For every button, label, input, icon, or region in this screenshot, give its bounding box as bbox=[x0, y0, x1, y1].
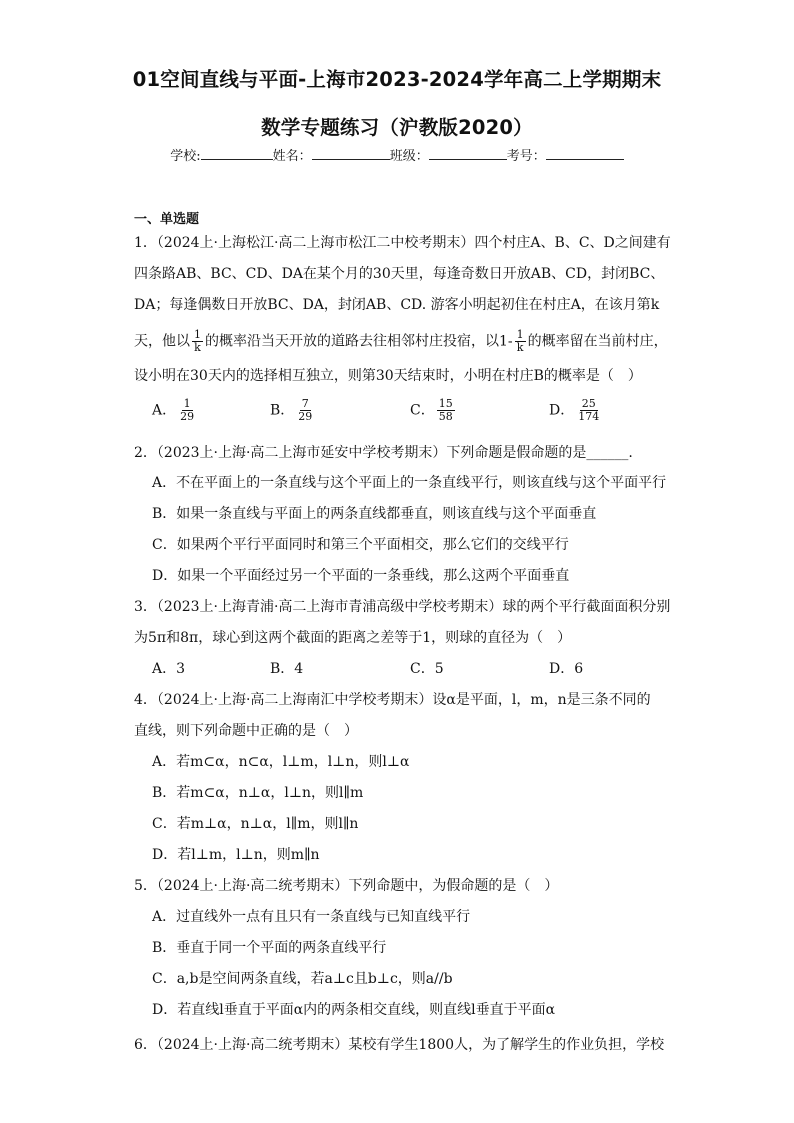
q1-line2: 四条路AB、BC、CD、DA在某个月的30天里，每逢奇数日开放AB、CD，封闭BC、 bbox=[134, 266, 665, 282]
q2-option-d[interactable]: D．如果一个平面经过另一个平面的一条垂线，那么这两个平面垂直 bbox=[152, 568, 570, 584]
q3-line1: 3．（2023上·上海青浦·高二上海市青浦高级中学校考期末）球的两个平行截面面积分别 bbox=[134, 599, 671, 615]
q3-option-d[interactable]: D．6 bbox=[549, 661, 584, 677]
option-fraction bbox=[178, 398, 196, 423]
fraction-numerator: 15 bbox=[438, 397, 453, 410]
fraction-denominator: k bbox=[194, 341, 201, 354]
q1-line4-text-b: 的概率沿当天开放的道路去往相邻村庄投宿，以1- bbox=[205, 333, 513, 350]
q3-option-a[interactable]: A．3 bbox=[152, 661, 186, 677]
fraction-numerator: 1 bbox=[516, 328, 524, 341]
option-label: D． bbox=[549, 402, 575, 419]
name-blank[interactable] bbox=[312, 147, 390, 160]
fraction-numerator: 25 bbox=[581, 397, 596, 410]
fraction-denominator: 29 bbox=[298, 410, 313, 423]
student-info-row bbox=[0, 145, 794, 164]
q2-option-b[interactable]: B．如果一条直线与平面上的两条直线都垂直，则该直线与这个平面垂直 bbox=[152, 506, 597, 522]
q1-line5: 设小明在30天内的选择相互独立，则第30天结束时，小明在村庄B的概率是（ ） bbox=[134, 368, 642, 384]
fraction-numerator: 1 bbox=[194, 328, 201, 341]
q2-option-a[interactable]: A．不在平面上的一条直线与这个平面上的一条直线平行，则该直线与这个平面平行 bbox=[152, 475, 667, 491]
q1-line4 bbox=[134, 329, 668, 354]
option-fraction bbox=[576, 398, 601, 423]
option-label: A． bbox=[152, 402, 177, 419]
q1-line1: 1．（2024上·上海松江·高二上海市松江二中校考期末）四个村庄A、B、C、D之间建有 bbox=[134, 235, 671, 251]
q4-option-b[interactable]: B．若m⊂α，n⊥α，l⊥n，则l∥m bbox=[152, 785, 364, 801]
name-label: 姓名： bbox=[272, 149, 312, 164]
q1-option-c[interactable] bbox=[410, 398, 457, 423]
class-blank[interactable] bbox=[429, 147, 507, 160]
q5-option-b[interactable]: B．垂直于同一个平面的两条直线平行 bbox=[152, 940, 387, 956]
fraction-denominator: 58 bbox=[438, 410, 453, 423]
fraction-denominator: 29 bbox=[180, 410, 195, 423]
q1-line4-text-c: 的概率留在当前村庄， bbox=[527, 333, 668, 350]
document-title-line1: 01空间直线与平面-上海市2023-2024学年高二上学期期末 bbox=[132, 68, 662, 91]
q1-line4-fraction-1 bbox=[192, 329, 203, 354]
q2-stem: 2．（2023上·上海·高二上海市延安中学校考期末）下列命题是假命题的是______. bbox=[134, 445, 633, 461]
fraction-denominator: 174 bbox=[578, 410, 600, 423]
q1-line3: DA；每逢偶数日开放BC、DA，封闭AB、CD. 游客小明起初住在村庄A，在该月第k bbox=[134, 297, 660, 313]
q5-stem: 5．（2024上·上海·高二统考期末）下列命题中，为假命题的是（ ） bbox=[134, 878, 559, 894]
option-fraction bbox=[437, 398, 455, 423]
q1-line4-text-a: 天，他以 bbox=[134, 333, 190, 350]
school-label: 学校: bbox=[170, 149, 201, 164]
class-label: 班级： bbox=[389, 149, 429, 164]
fraction-denominator: k bbox=[516, 341, 524, 354]
q3-option-b[interactable]: B．4 bbox=[270, 661, 304, 677]
option-label: C． bbox=[410, 402, 435, 419]
q4-option-d[interactable]: D．若l⊥m，l⊥n，则m∥n bbox=[152, 847, 320, 863]
q1-option-d[interactable] bbox=[549, 398, 603, 423]
document-title-line2: 数学专题练习（沪教版2020） bbox=[261, 116, 533, 139]
q1-line4-fraction-2 bbox=[515, 329, 526, 354]
q5-option-c[interactable]: C．a,b是空间两条直线，若a⊥c且b⊥c，则a//b bbox=[152, 971, 453, 987]
q3-line2: 为5π和8π，球心到这两个截面的距离之差等于1，则球的直径为（ ） bbox=[134, 630, 572, 646]
q6-stem: 6．（2024上·上海·高二统考期末）某校有学生1800人，为了解学生的作业负担，学校 bbox=[134, 1037, 665, 1053]
option-label: B． bbox=[270, 402, 295, 419]
q4-option-a[interactable]: A．若m⊂α，n⊂α，l⊥m，l⊥n，则l⊥α bbox=[152, 754, 410, 770]
q1-option-b[interactable] bbox=[270, 398, 316, 423]
q3-option-c[interactable]: C．5 bbox=[410, 661, 444, 677]
option-fraction bbox=[296, 398, 314, 423]
exam-no-label: 考号： bbox=[506, 149, 546, 164]
q1-option-a[interactable] bbox=[152, 398, 198, 423]
section-heading: 一、单选题 bbox=[134, 212, 200, 227]
q5-option-d[interactable]: D．若直线l垂直于平面α内的两条相交直线，则直线l垂直于平面α bbox=[152, 1002, 556, 1018]
exam-no-blank[interactable] bbox=[546, 147, 624, 160]
q4-option-c[interactable]: C．若m⊥α，n⊥α，l∥m，则l∥n bbox=[152, 816, 359, 832]
school-blank[interactable] bbox=[201, 147, 273, 160]
fraction-numerator: 7 bbox=[301, 397, 309, 410]
q4-line2: 直线，则下列命题中正确的是（ ） bbox=[134, 723, 358, 739]
q2-option-c[interactable]: C．如果两个平行平面同时和第三个平面相交，那么它们的交线平行 bbox=[152, 537, 569, 553]
fraction-numerator: 1 bbox=[183, 397, 191, 410]
q5-option-a[interactable]: A．过直线外一点有且只有一条直线与已知直线平行 bbox=[152, 909, 471, 925]
q4-line1: 4．（2024上·上海·高二上海南汇中学校考期末）设α是平面，l，m，n是三条不同的 bbox=[134, 692, 651, 708]
